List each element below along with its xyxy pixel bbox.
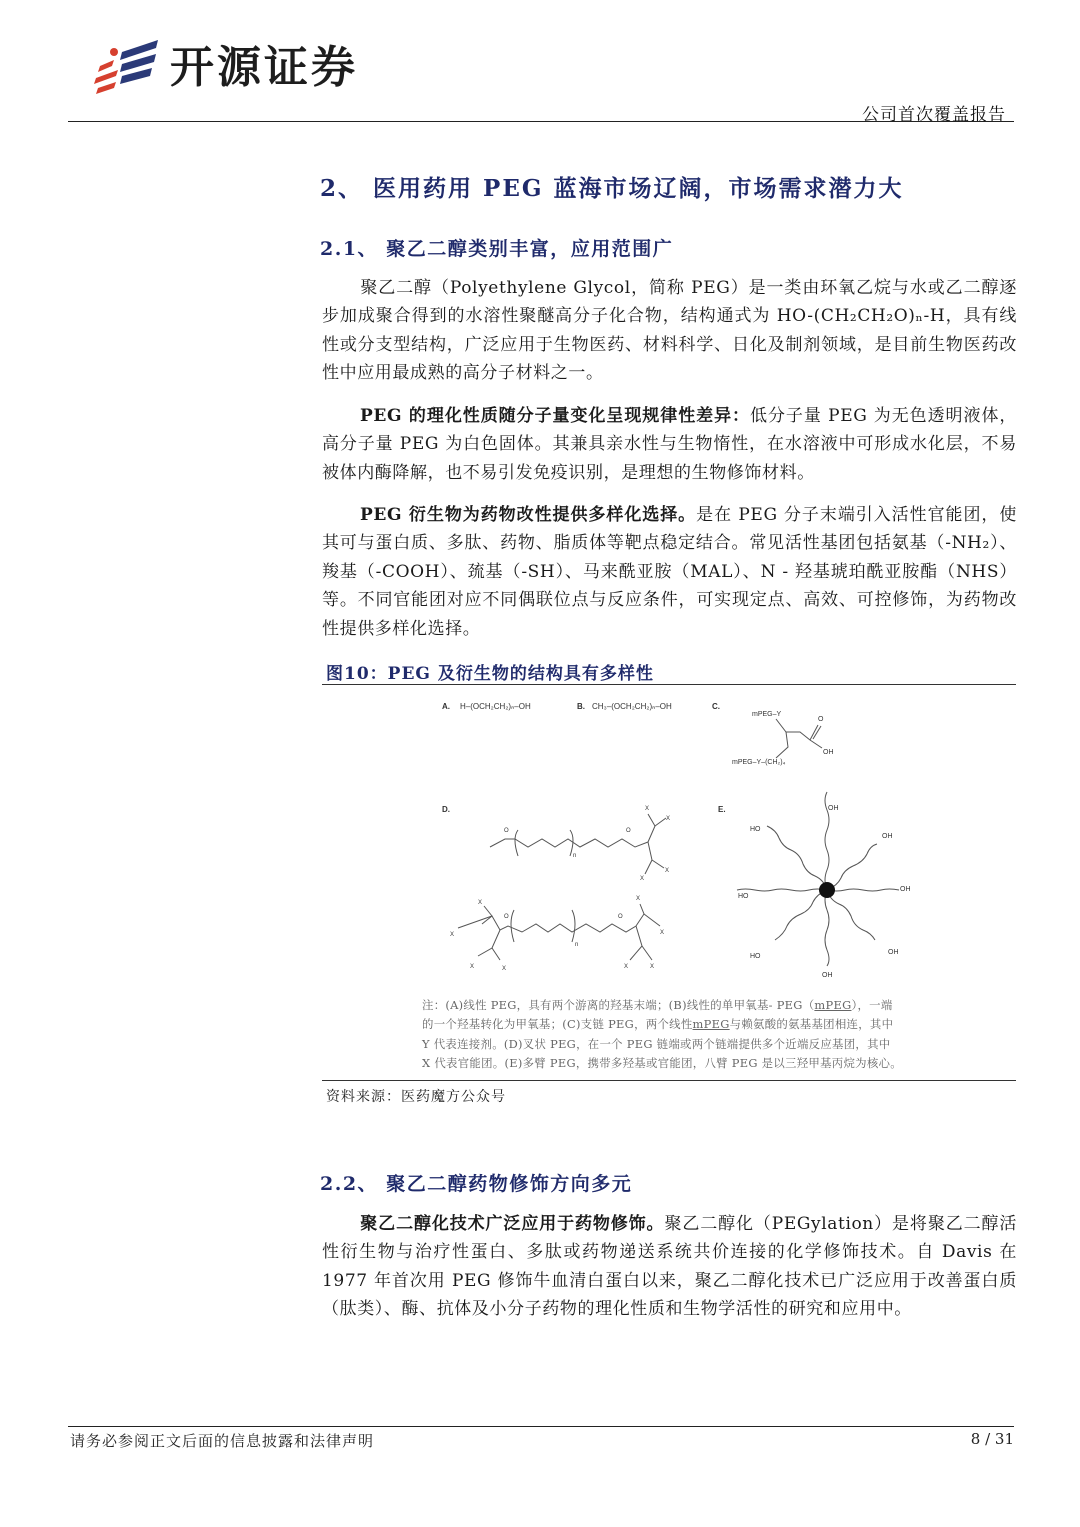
figure-note-line-4: X 代表官能团。(E)多臂 PEG，携带多羟基或官能团，八臂 PEG 是以三羟甲基丙烷为核心。 <box>422 1055 902 1070</box>
brand-logo-icon <box>92 38 162 94</box>
panel-d-x-bottom-5: X <box>636 896 641 902</box>
panel-d-top-chain <box>490 814 666 874</box>
page-number: 8 / 31 <box>970 1430 1014 1448</box>
panel-d-n-bottom: n <box>575 942 579 948</box>
panel-c-bottom-label: mPEG–Y–(CH₂)₄ <box>732 759 786 766</box>
panel-d-x-bottom-3: X <box>470 964 475 970</box>
panel-d-x-bottom-1: X <box>478 900 483 906</box>
figure-top-divider <box>322 684 1016 685</box>
paragraph-peg-derivatives-text: 是在 PEG 分子末端引入活性官能团，使其可与蛋白质、多肽、药物、脂质体等靶点稳定结合。常见活性基团包括氨基（-NH₂）、羧基（-COOH）、巯基（-SH）、马来酰亚胺（MAL）、N - 羟基琥珀酰亚胺酯（NHS）等。不同官能团对应不同偶联位点与反应条件，可实现定点、高效、可控修饰，为药物改性提供多样化选择。 <box>322 505 1017 639</box>
panel-c-top-label: mPEG–Y <box>752 711 782 718</box>
panel-c-o-label: O <box>818 716 824 723</box>
figure-10-title: 图10：PEG 及衍生物的结构具有多样性 <box>326 664 654 684</box>
section-2-2-heading <box>320 1169 632 1196</box>
paragraph-peg-derivatives <box>322 501 1017 643</box>
panel-b-label: B. <box>577 702 585 711</box>
panel-e-oh-5: OH <box>822 972 833 979</box>
paragraph-peg-properties-lead: PEG 的理化性质随分子量变化呈现规律性差异： <box>360 406 750 426</box>
panel-c-skeleton <box>776 719 822 758</box>
figure-note-line-1: 注：(A)线性 PEG，具有两个游离的羟基末端；(B)线性的单甲氧基- PEG（mPEG），一端 <box>422 998 893 1012</box>
panel-d-x-top-2: X <box>666 816 671 822</box>
paragraph-peg-properties <box>322 402 1017 487</box>
panel-b-formula: CH₃–(OCH₂CH₂)ₙ–OH <box>592 702 672 711</box>
paragraph-pegylation-text: 聚乙二醇化（PEGylation）是将聚乙二醇活性衍生物与治疗性蛋白、多肽或药物递送系统共价连接的化学修饰技术。自 Davis 在 1977 年首次用 PEG 修饰牛血清白蛋白以来，聚乙二醇化技术已广泛应用于改善蛋白质（肽类）、酶、抗体及小分子药物的理化性质和生物学活性的研究和应用中。 <box>322 1214 1017 1320</box>
panel-e-oh-3: OH <box>900 886 911 893</box>
report-type-label: 公司首次覆盖报告 <box>862 105 1006 125</box>
panel-d-x-top-3: X <box>640 876 645 882</box>
section-2-1-number: 2.1、 <box>320 238 379 260</box>
brand-name: 开源证券 <box>170 42 358 93</box>
panel-d-x-bottom-2: X <box>450 932 455 938</box>
panel-e-ho-3: HO <box>750 953 761 960</box>
panel-d-o-bottom-2: O <box>618 914 623 920</box>
panel-e-oh-4: OH <box>888 949 899 956</box>
paragraph-peg-definition-text: 聚乙二醇（Polyethylene Glycol，简称 PEG）是一类由环氧乙烷与水或乙二醇逐步加成聚合得到的水溶性聚醚高分子化合物，结构通式为 HO-(CH₂CH₂O)ₙ-H，具有线性或分支型结构，广泛应用于生物医药、材料科学、日化及制剂领域，是目前生物医药改性中应用最成熟的高分子材料之一。 <box>322 278 1017 384</box>
panel-d-x-bottom-8: X <box>650 964 655 970</box>
figure-note-line-3: Y 代表连接剂。(D)叉状 PEG，在一个 PEG 链端或两个链端提供多个近端反应基团，其中 <box>422 1036 891 1051</box>
panel-e-oh-2: OH <box>882 833 893 840</box>
peg-structures-diagram <box>430 692 930 992</box>
section-2-heading <box>320 170 904 203</box>
panel-d-o-top-2: O <box>626 828 631 834</box>
panel-c-label: C. <box>712 702 720 711</box>
panel-d-x-bottom-4: X <box>502 966 507 972</box>
figure-10-note <box>422 996 934 1073</box>
section-2-2-number: 2.2、 <box>320 1173 379 1195</box>
panel-d-x-top-4: X <box>665 868 670 874</box>
figure-bottom-divider <box>322 1080 1016 1081</box>
panel-e-ho-2: HO <box>738 893 749 900</box>
panel-d-o-bottom-1: O <box>504 914 509 920</box>
section-2-1-heading <box>320 234 673 261</box>
paragraph-pegylation-lead: 聚乙二醇化技术广泛应用于药物修饰。 <box>360 1214 665 1234</box>
panel-d-n-top: n <box>573 853 577 859</box>
panel-d-bottom-chain <box>458 904 660 960</box>
panel-d-o-top-1: O <box>504 828 509 834</box>
panel-a-label: A. <box>442 702 450 711</box>
panel-d-x-bottom-6: X <box>660 930 665 936</box>
panel-d-label: D. <box>442 805 450 814</box>
paragraph-peg-definition <box>322 274 1017 388</box>
section-2-1-title: 聚乙二醇类别丰富，应用范围广 <box>386 238 674 260</box>
figure-note-line-2: 的一个羟基转化为甲氧基；(C)支链 PEG，两个线性mPEG与赖氨酸的氨基基团相连，其中 <box>422 1017 894 1032</box>
paragraph-peg-derivatives-lead: PEG 衍生物为药物改性提供多样化选择。 <box>360 505 697 525</box>
paragraph-pegylation <box>322 1210 1017 1324</box>
section-2-2-title: 聚乙二醇药物修饰方向多元 <box>386 1173 633 1195</box>
panel-e-arms <box>737 792 899 966</box>
header-divider <box>68 121 1014 122</box>
footer-divider <box>68 1426 1014 1427</box>
footer-disclaimer: 请务必参阅正文后面的信息披露和法律声明 <box>70 1432 375 1450</box>
panel-e-ho-1: HO <box>750 826 761 833</box>
panel-d-x-top-1: X <box>645 806 650 812</box>
panel-e-label: E. <box>718 805 726 814</box>
section-2-title: 医用药用 PEG 蓝海市场辽阔，市场需求潜力大 <box>373 175 904 202</box>
panel-d-x-bottom-7: X <box>624 964 629 970</box>
figure-source: 资料来源：医药魔方公众号 <box>326 1089 506 1105</box>
section-2-number: 2、 <box>320 175 364 202</box>
paragraph-peg-properties-text: 低分子量 PEG 为无色透明液体，高分子量 PEG 为白色固体。其兼具亲水性与生物惰性，在水溶液中可形成水化层，不易被体内酶降解，也不易引发免疫识别，是理想的生物修饰材料。 <box>322 406 1017 483</box>
panel-e-core <box>819 882 835 898</box>
panel-a-formula: H–(OCH₂CH₂)ₙ–OH <box>460 702 531 711</box>
panel-c-oh-label: OH <box>823 749 834 756</box>
panel-e-oh-1: OH <box>828 805 839 812</box>
